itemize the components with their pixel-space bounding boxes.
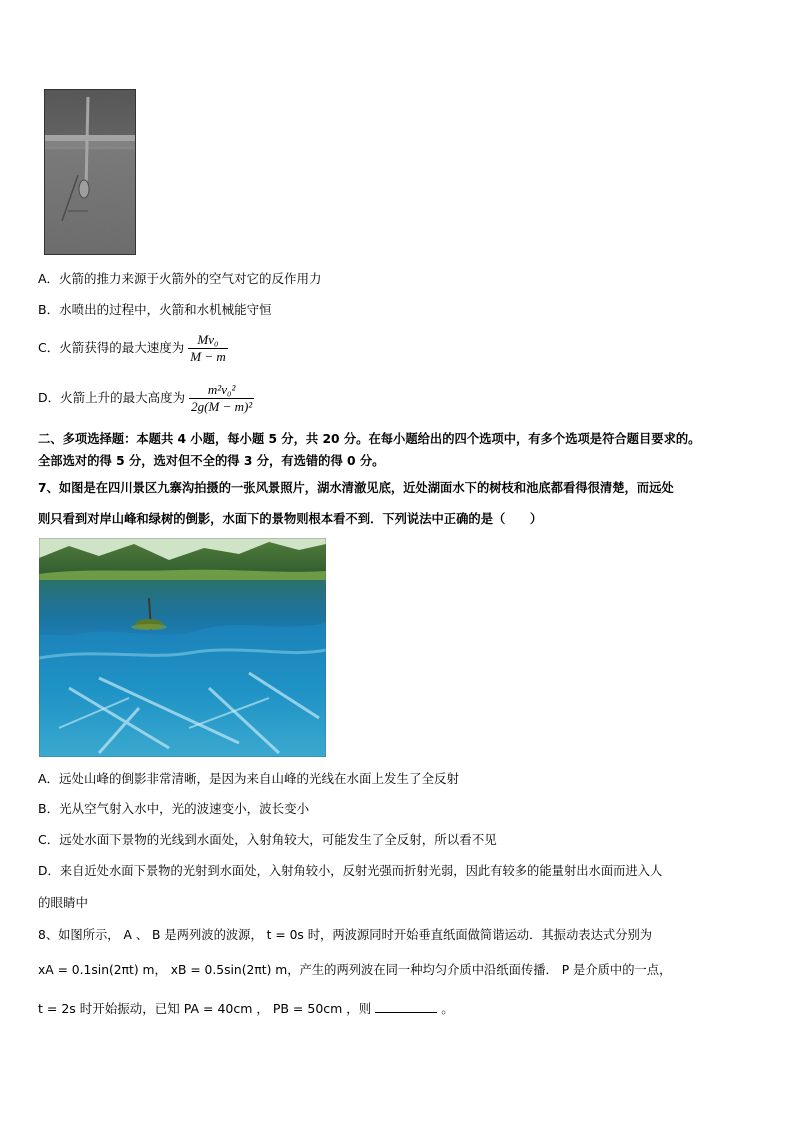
q6-option-c-denominator: M − m [190,348,226,364]
q7-option-d-line2: 的眼睛中 [38,895,89,910]
q6-option-a: A．火箭的推力来源于火箭外的空气对它的反作用力 [38,271,322,286]
q8-line3-text: t = 2s 时开始振动，已知 PA = 40cm ， PB = 50cm ，则 [38,1001,372,1016]
q6-option-c-fraction [188,332,228,365]
q6-option-d-fraction [189,382,254,415]
section-heading-line1: 二、多项选择题：本题共 4 小题，每小题 5 分，共 20 分。在每小题给出的四个选项中，有多个选项是符合题目要求的。 [38,432,701,446]
q6-option-c [38,328,228,368]
q7-stem-line2: 则只看到对岸山峰和绿树的倒影，水面下的景物则根本看不到．下列说法中正确的是（ ） [38,512,543,526]
q7-option-d-line1: D．来自近处水面下景物的光射到水面处，入射角较小，反射光强而折射光弱，因此有较多的能量射出水面而进入人 [38,864,663,878]
q6-option-d-denominator: 2g(M − m)² [191,398,253,414]
water-rocket-photo [44,89,136,255]
answer-blank [375,999,437,1013]
q8-line1: 8、如图所示， A 、 B 是两列波的波源， t = 0s 时，两波源同时开始垂直纸面做简谐运动．其振动表达式分别为 [38,928,653,942]
q7-option-c: C．远处水面下景物的光线到水面处，入射角较大，可能发生了全反射，所以看不见 [38,832,497,847]
q8-line3 [38,999,454,1017]
q6-option-d [38,378,254,418]
q8-line3-end: 。 [441,1001,454,1016]
q6-option-b: B．水喷出的过程中，火箭和水机械能守恒 [38,302,272,317]
q7-option-b: B．光从空气射入水中，光的波速变小，波长变小 [38,801,310,816]
q8-line2: xA = 0.1sin(2πt) m， xB = 0.5sin(2πt) m，产生的两列波在同一种均匀介质中沿纸面传播． P 是介质中的一点， [38,963,672,977]
q6-option-c-numerator: Mv₀ [188,332,228,349]
q7-option-a: A．远处山峰的倒影非常清晰，是因为来自山峰的光线在水面上发生了全反射 [38,771,460,786]
jiuzhaigou-lake-photo [39,538,326,757]
q6-option-d-text: D．火箭上升的最大高度为 [38,390,186,405]
q6-option-d-numerator: m²v₀² [189,382,254,399]
q6-option-c-text: C．火箭获得的最大速度为 [38,340,185,355]
section-heading-line2: 全部选对的得 5 分，选对但不全的得 3 分，有选错的得 0 分。 [38,454,385,468]
q7-stem-line1: 7、如图是在四川景区九寨沟拍摄的一张风景照片，湖水清澈见底，近处湖面水下的树枝和池底都看得很清楚，而远处 [38,481,674,495]
